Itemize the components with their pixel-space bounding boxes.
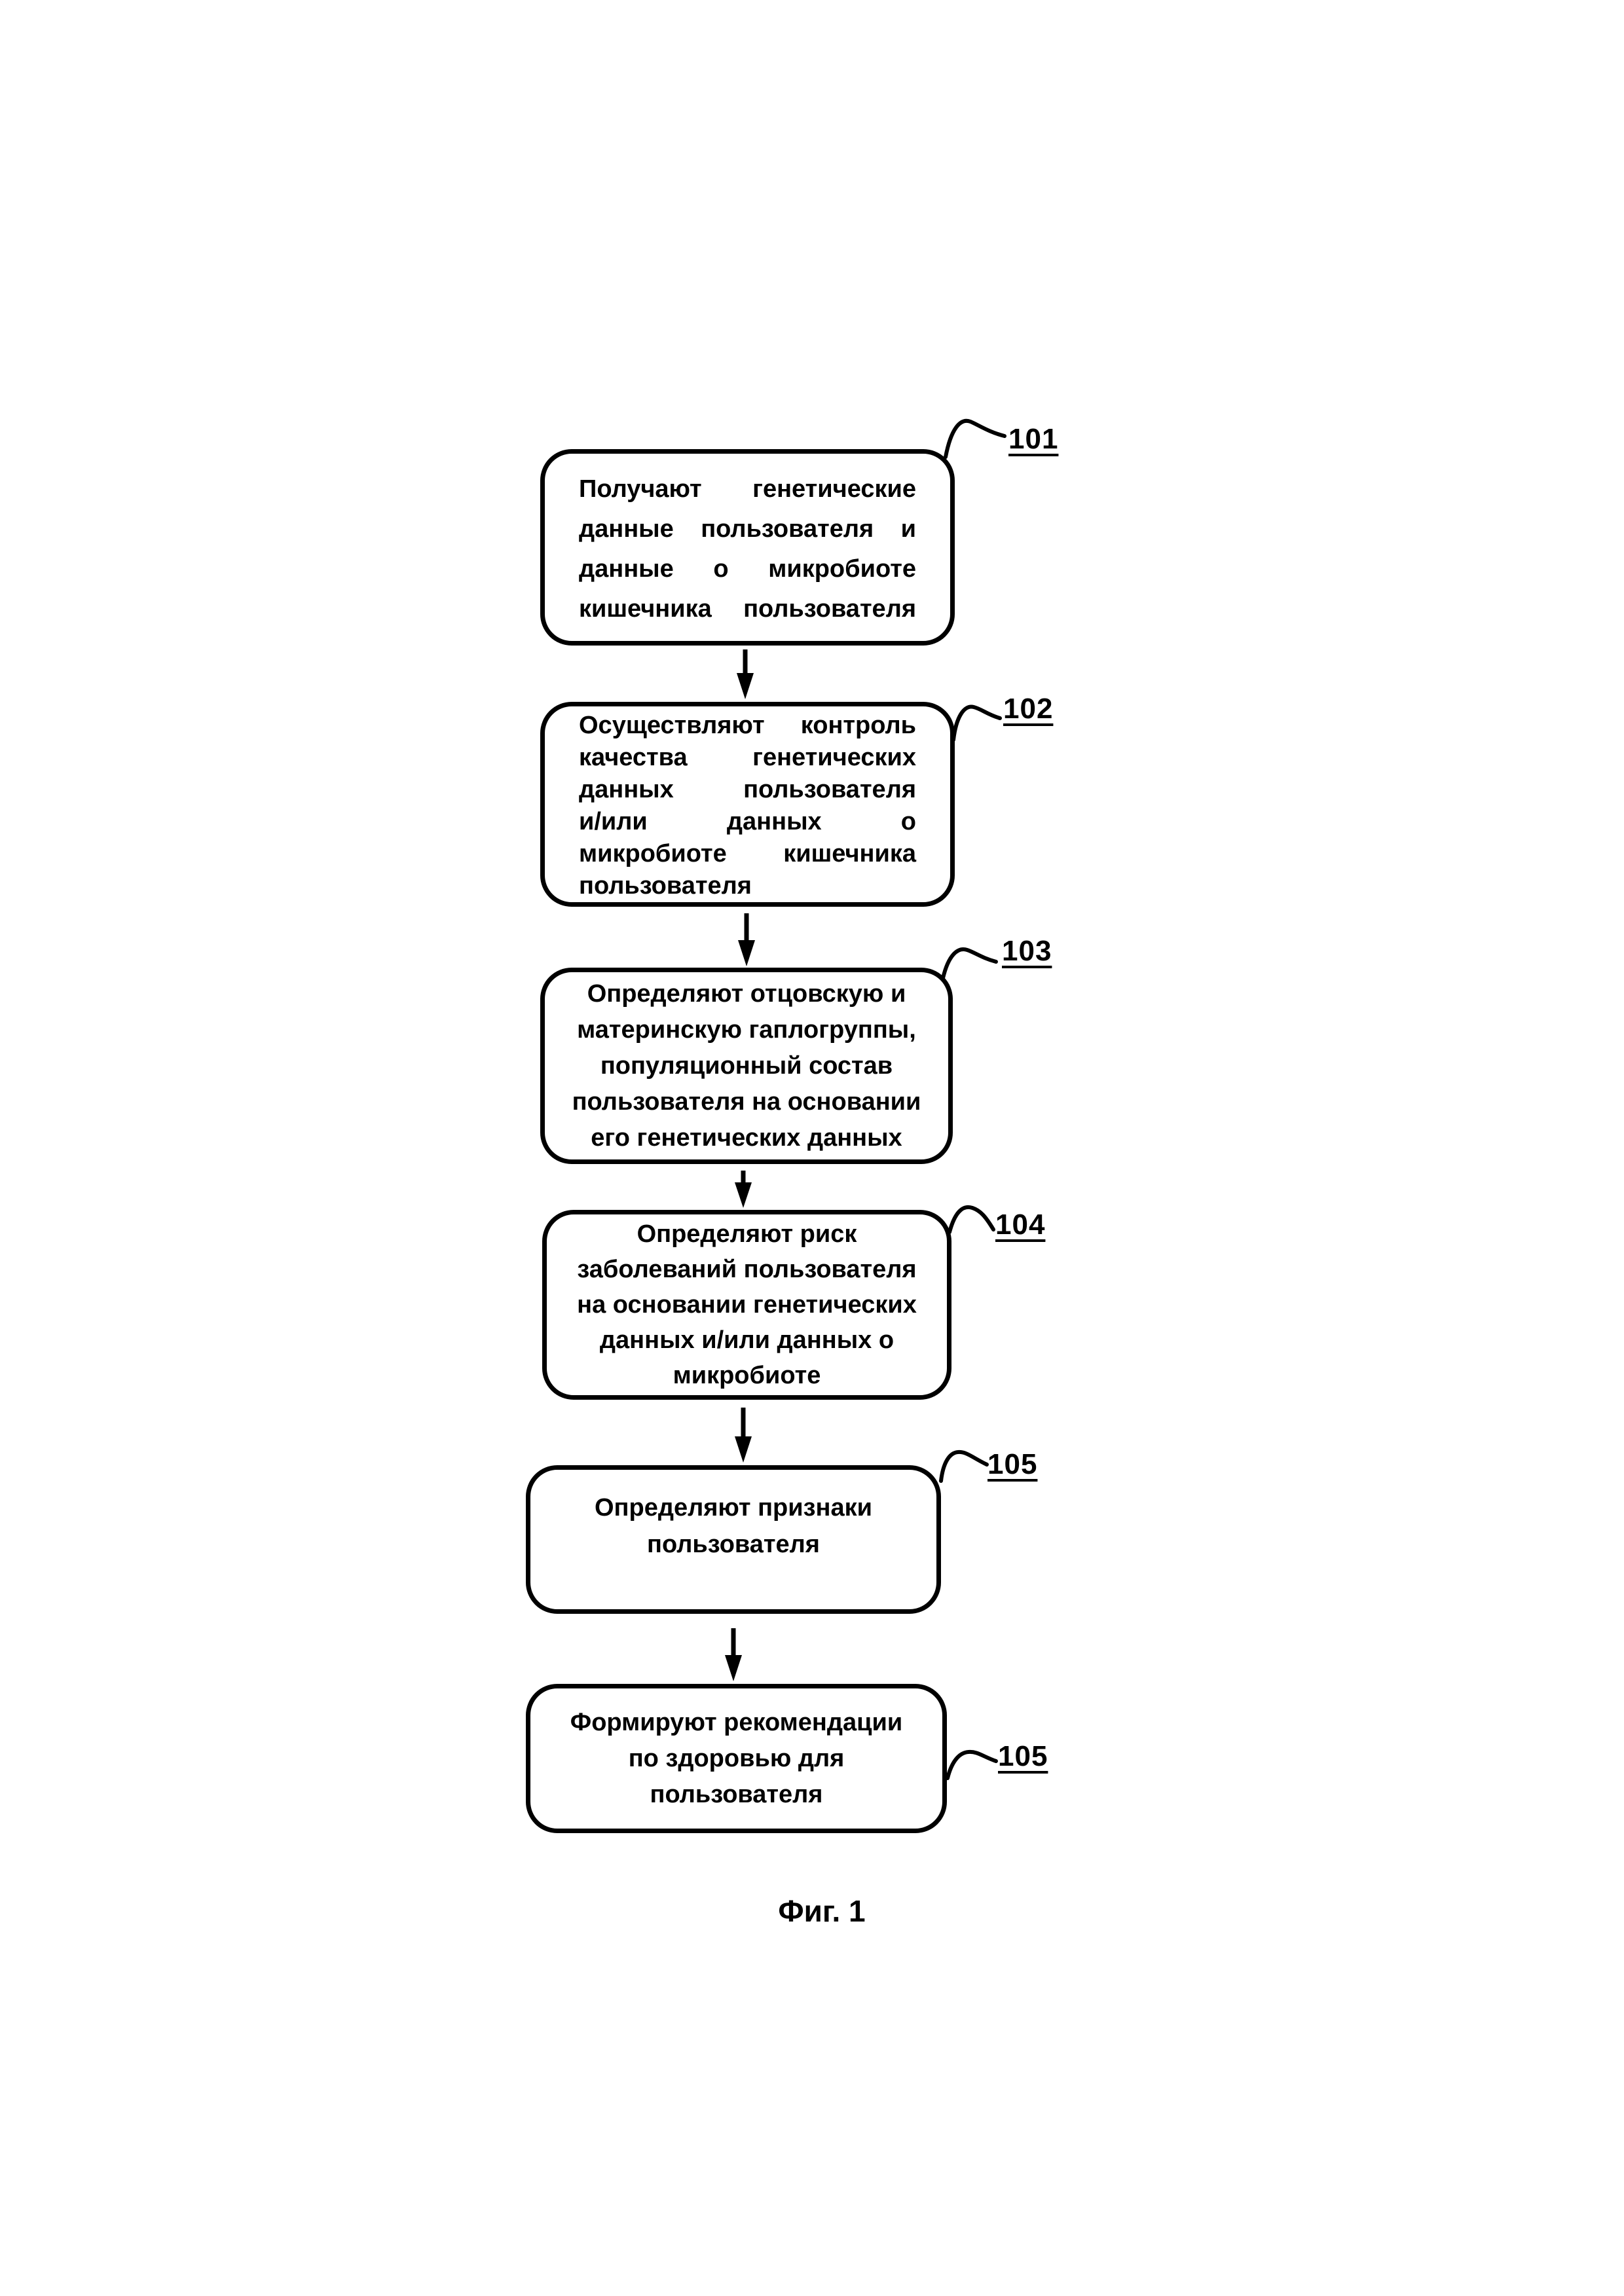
- box-text-line: Определяют риск: [637, 1220, 857, 1248]
- flow-step-106: [526, 1684, 947, 1833]
- ref-label-102: 102: [1003, 693, 1054, 725]
- ref-label-105a: 105: [987, 1448, 1038, 1480]
- leader-line-101: [946, 421, 1005, 457]
- ref-label-101: 101: [1008, 423, 1059, 455]
- box-text-line: популяционный состав: [600, 1051, 893, 1080]
- box-text-line: и/или данных о: [579, 807, 916, 835]
- ref-label-103: 103: [1002, 935, 1052, 967]
- box-text-line: пользователя: [647, 1530, 820, 1558]
- box-text-line: материнскую гаплогруппы,: [577, 1015, 916, 1044]
- leader-line-103: [943, 949, 996, 978]
- flow-step-103: [540, 968, 953, 1164]
- box-text-line: пользователя: [650, 1780, 823, 1808]
- ref-label-105b: 105: [998, 1740, 1048, 1772]
- leader-line-105a: [941, 1452, 987, 1481]
- box-text-line: Определяют отцовскую и: [587, 979, 906, 1008]
- leader-line-104: [950, 1207, 993, 1232]
- box-text-line: микробиоте кишечника: [579, 839, 916, 867]
- flow-step-102: [540, 702, 955, 907]
- box-text-line: по здоровью для: [628, 1744, 845, 1772]
- box-text-line: кишечника пользователя: [579, 595, 916, 623]
- leader-line-102: [953, 706, 1000, 740]
- box-text-line: его генетических данных: [591, 1123, 902, 1152]
- box-text-line: Осуществляют контроль: [579, 711, 916, 739]
- box-text-line: Формируют рекомендации: [570, 1708, 903, 1736]
- flow-arrow-3: [735, 1171, 752, 1208]
- box-text-line: микробиоте: [673, 1362, 821, 1389]
- box-text-line: пользователя на основании: [572, 1087, 921, 1116]
- flow-step-104: [542, 1210, 951, 1400]
- flow-arrow-4: [735, 1408, 752, 1463]
- flow-arrow-2: [738, 913, 755, 966]
- box-text-line: заболеваний пользователя: [577, 1256, 917, 1283]
- box-text-line: на основании генетических: [577, 1291, 917, 1319]
- ref-label-104: 104: [995, 1209, 1046, 1241]
- flow-step-101: [540, 449, 955, 646]
- box-text-line: Определяют признаки: [595, 1493, 872, 1522]
- flow-step-105: [526, 1465, 941, 1614]
- flow-arrow-5: [725, 1628, 742, 1681]
- box-text-line: Получают генетические: [579, 475, 916, 503]
- leader-line-105b: [948, 1752, 996, 1778]
- flow-arrow-1: [737, 649, 754, 699]
- figure-caption: Фиг. 1: [778, 1894, 866, 1928]
- box-text-line: данные пользователя и: [579, 515, 916, 543]
- box-text-line: качества генетических: [579, 743, 916, 771]
- box-text-line: данные о микробиоте: [579, 555, 916, 583]
- box-text-line: пользователя: [579, 871, 752, 900]
- box-text-line: данных пользователя: [579, 775, 916, 803]
- box-text-line: данных и/или данных о: [599, 1326, 895, 1354]
